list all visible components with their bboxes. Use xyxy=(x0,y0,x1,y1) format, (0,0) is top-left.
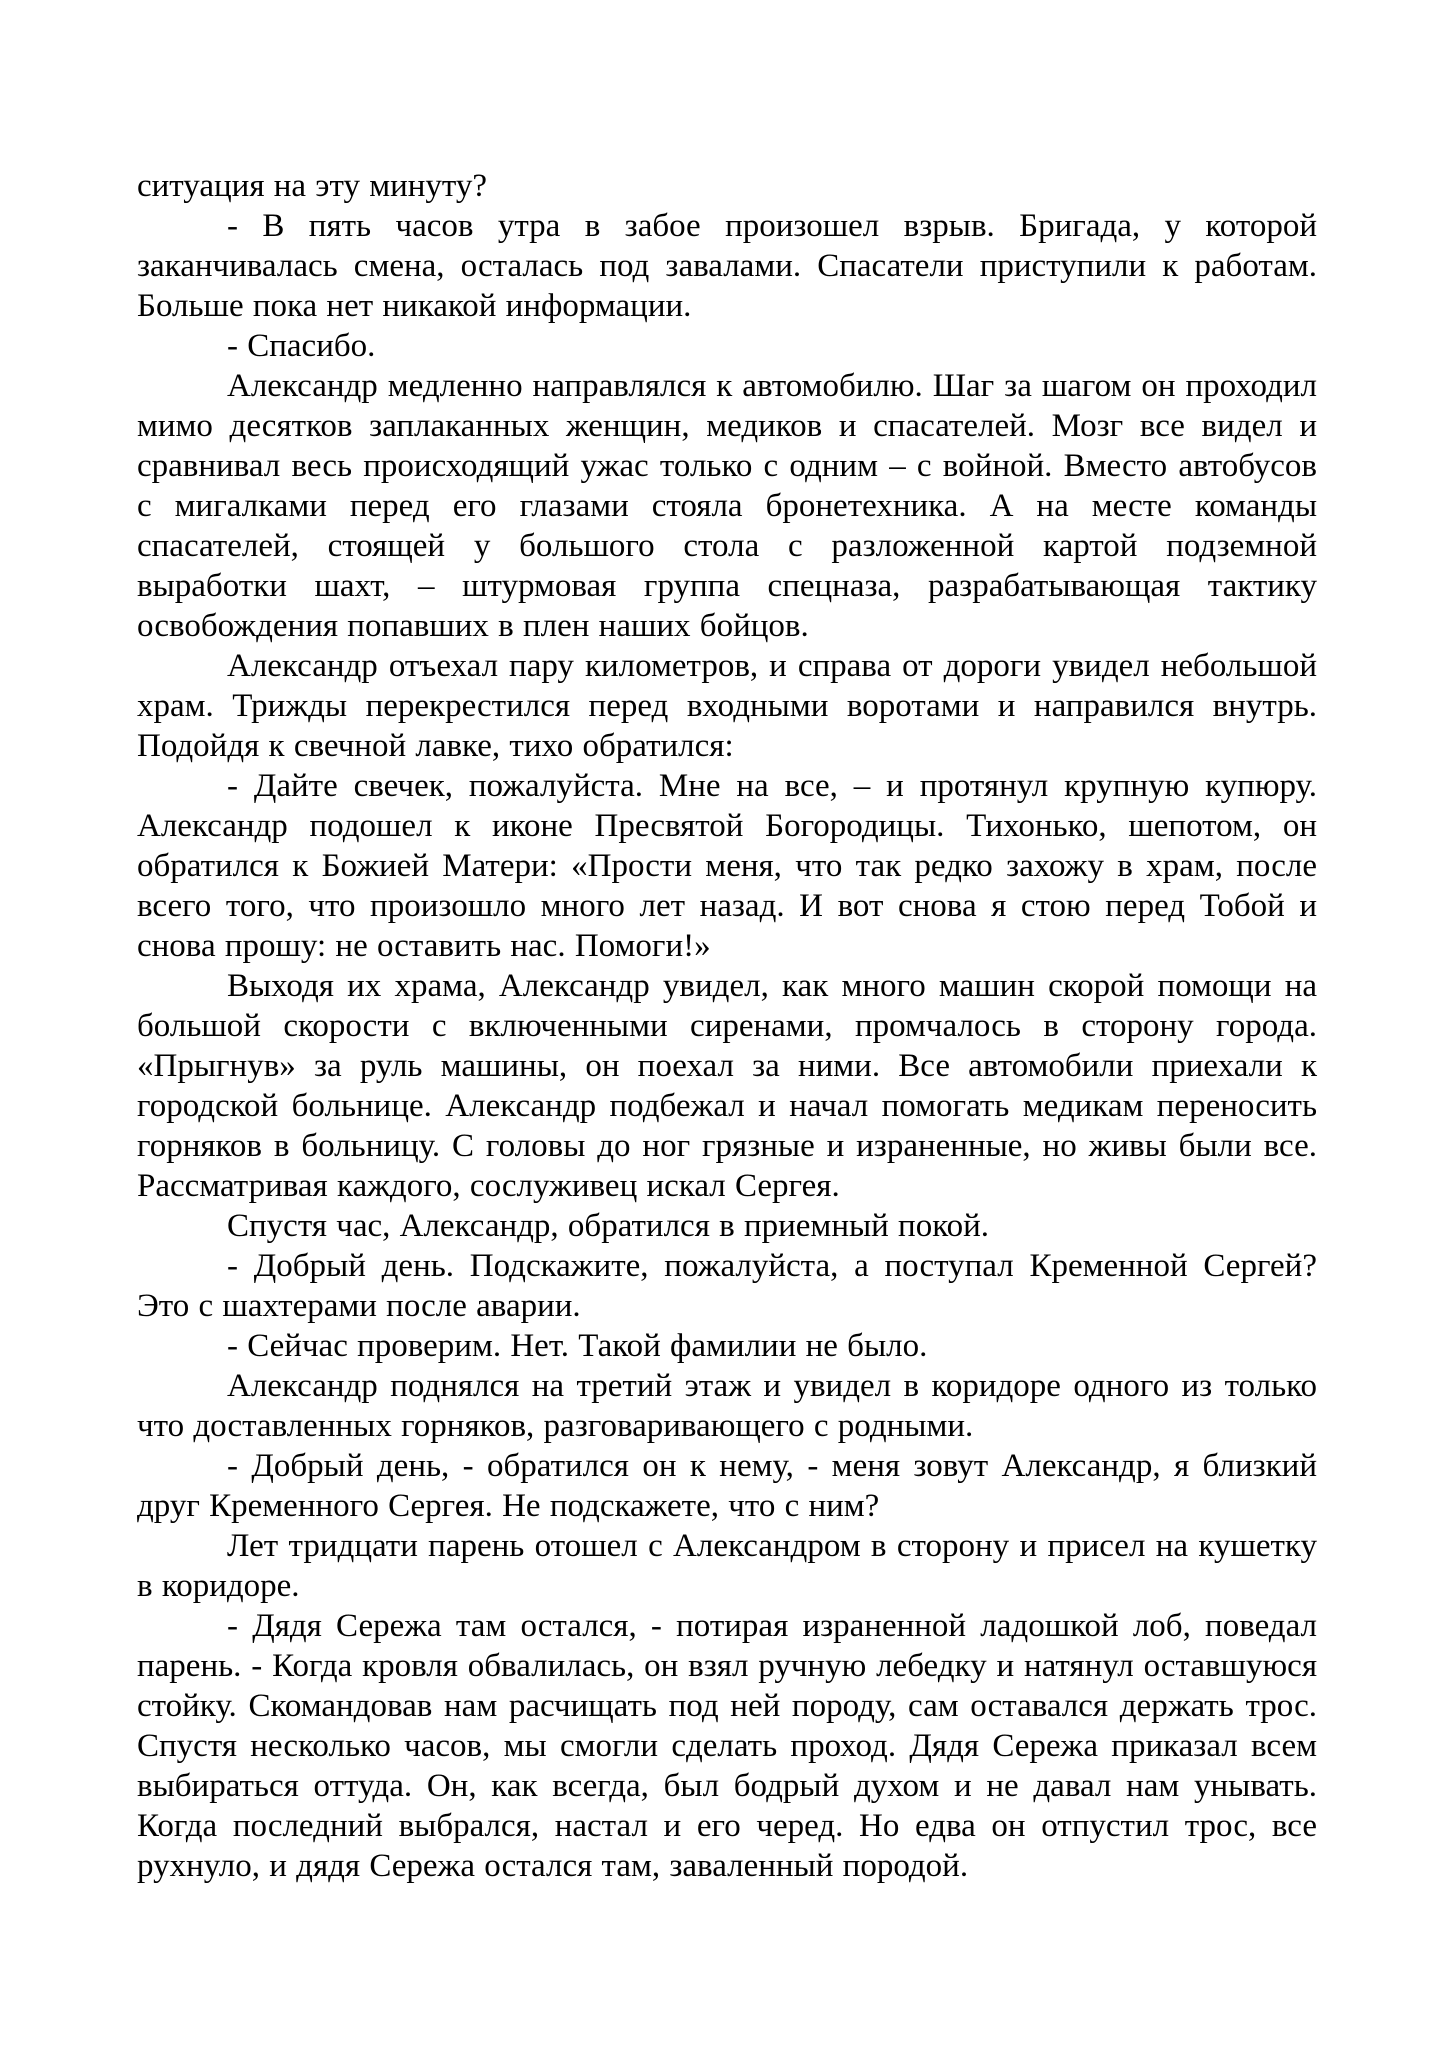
paragraph: - Добрый день, - обратился он к нему, - меня зовут Александр, я близкий друг Кременного Сергея. Не подскажете, что с ним? xyxy=(137,1448,1317,1524)
paragraph: - Дайте свечек, пожалуйста. Мне на все, – и протянул крупную купюру. Александр подошел к иконе Пресвятой Богородицы. Тихонько, шепотом, он обратился к Божией Матери: «Прости меня, что так редко захожу в храм, после всего того, что произошло много лет назад. И вот снова я стою перед Тобой и снова прошу: не оставить нас. Помоги!» xyxy=(137,768,1317,964)
paragraph: - Сейчас проверим. Нет. Такой фамилии не было. xyxy=(227,1328,928,1364)
paragraph-continuation: ситуация на эту минуту? xyxy=(137,168,488,204)
paragraph: - Дядя Сережа там остался, - потирая израненной ладошкой лоб, поведал парень. - Когда кровля обвалилась, он взял ручную лебедку и натянул оставшуюся стойку. Скомандовав нам расчищать под ней породу, сам оставался держать трос. Спустя несколько часов, мы смогли сделать проход. Дядя Сережа приказал всем выбираться оттуда. Он, как всегда, был бодрый духом и не давал нам унывать. Когда последний выбрался, настал и его черед. Но едва он отпустил трос, все рухнуло, и дядя Сережа остался там, заваленный породой. xyxy=(137,1608,1317,1884)
paragraph: Александр отъехал пару километров, и справа от дороги увидел небольшой храм. Трижды перекрестился перед входными воротами и направился внутрь. Подойдя к свечной лавке, тихо обратился: xyxy=(137,648,1317,764)
paragraph: Александр поднялся на третий этаж и увидел в коридоре одного из только что доставленных горняков, разговаривающего с родными. xyxy=(137,1368,1317,1444)
paragraph: Александр медленно направлялся к автомобилю. Шаг за шагом он проходил мимо десятков заплаканных женщин, медиков и спасателей. Мозг все видел и сравнивал весь происходящий ужас только с одним – с войной. Вместо автобусов с мигалками перед его глазами стояла бронетехника. А на месте команды спасателей, стоящей у большого стола с разложенной картой подземной выработки шахт, – штурмовая группа спецназа, разрабатывающая тактику освобождения попавших в плен наших бойцов. xyxy=(137,368,1317,644)
paragraph: - Добрый день. Подскажите, пожалуйста, а поступал Кременной Сергей? Это с шахтерами после аварии. xyxy=(137,1248,1317,1324)
paragraph: Лет тридцати парень отошел с Александром в сторону и присел на кушетку в коридоре. xyxy=(137,1528,1317,1604)
paragraph: Спустя час, Александр, обратился в приемный покой. xyxy=(227,1208,989,1244)
paragraph: Выходя их храма, Александр увидел, как много машин скорой помощи на большой скорости с включенными сиренами, промчалось в сторону города. «Прыгнув» за руль машины, он поехал за ними. Все автомобили приехали к городской больнице. Александр подбежал и начал помогать медикам переносить горняков в больницу. С головы до ног грязные и израненные, но живы были все. Рассматривая каждого, сослуживец искал Сергея. xyxy=(137,968,1317,1204)
paragraph: - В пять часов утра в забое произошел взрыв. Бригада, у которой заканчивалась смена, осталась под завалами. Спасатели приступили к работам. Больше пока нет никакой информации. xyxy=(137,208,1317,324)
paragraph: - Спасибо. xyxy=(227,328,376,364)
